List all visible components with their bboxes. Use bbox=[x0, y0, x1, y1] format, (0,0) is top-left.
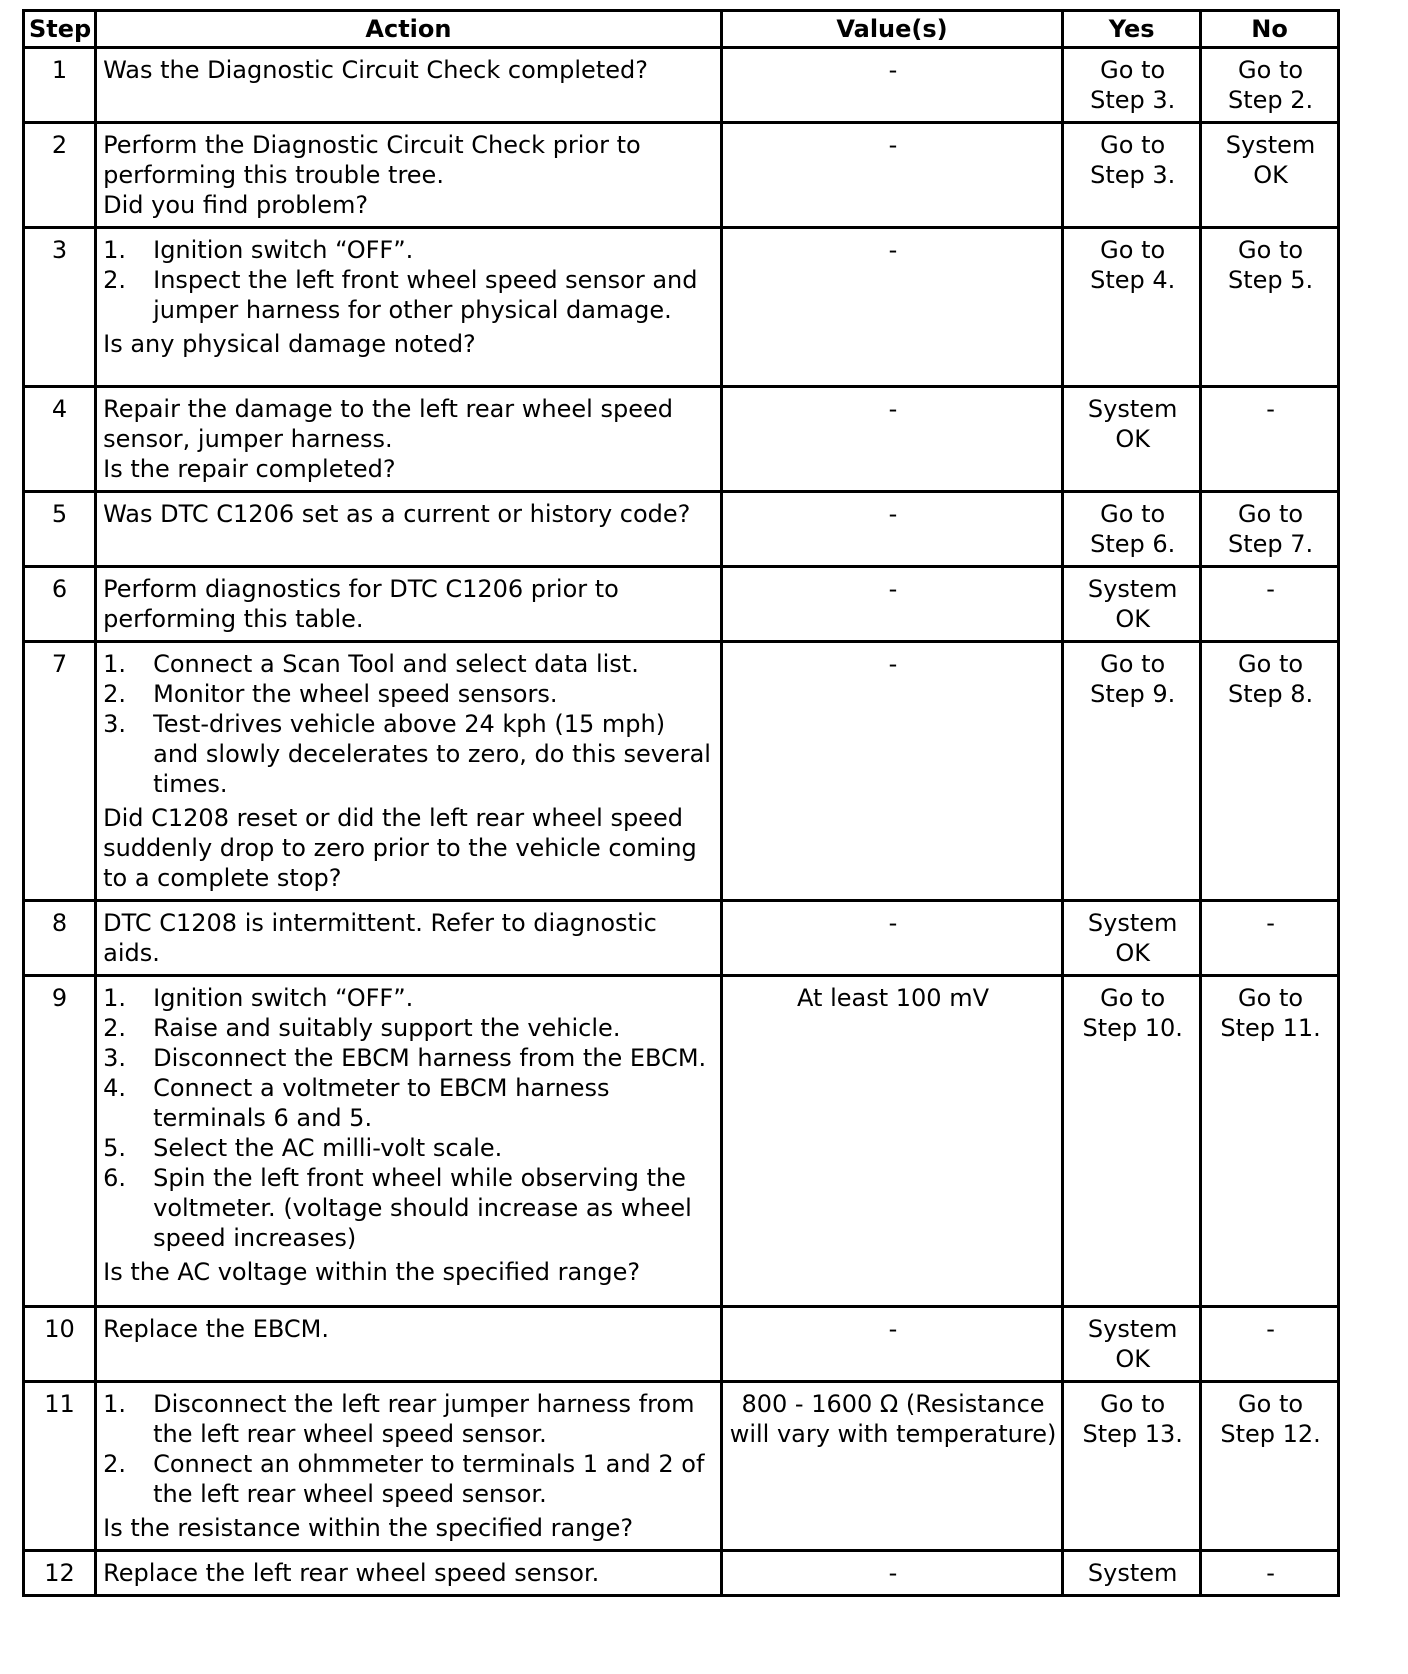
no-cell bbox=[1201, 48, 1339, 123]
no-cell-text: - bbox=[1266, 1315, 1275, 1343]
action-step-text: Ignition switch “OFF”. bbox=[153, 984, 414, 1012]
action-step-number: 1. bbox=[103, 650, 127, 678]
action-cell bbox=[96, 901, 722, 976]
action-step-item bbox=[103, 235, 716, 265]
action-cell bbox=[96, 387, 722, 492]
no-cell-text: - bbox=[1266, 395, 1275, 423]
yes-cell bbox=[1063, 642, 1201, 901]
action-steps-list bbox=[103, 1389, 716, 1509]
table-row bbox=[24, 567, 1339, 642]
table-row bbox=[24, 1307, 1339, 1382]
yes-cell-text: Go to Step 3. bbox=[1090, 56, 1176, 114]
yes-cell-text: System OK bbox=[1087, 909, 1178, 967]
action-step-text: Ignition switch “OFF”. bbox=[153, 236, 414, 264]
action-step-text: Test-drives vehicle above 24 kph (15 mph) and slowly decelerates to zero, do this several times. bbox=[153, 710, 711, 798]
table-row bbox=[24, 642, 1339, 901]
action-cell bbox=[96, 1307, 722, 1382]
action-step-text: Disconnect the EBCM harness from the EBCM. bbox=[153, 1044, 707, 1072]
yes-cell-text: System bbox=[1087, 1559, 1178, 1587]
action-question: Is the AC voltage within the specified range? bbox=[103, 1258, 641, 1286]
action-step-number: 2. bbox=[103, 680, 127, 708]
action-step-text: Connect an ohmmeter to terminals 1 and 2 of the left rear wheel speed sensor. bbox=[153, 1450, 705, 1508]
action-step-item bbox=[103, 649, 716, 679]
action-cell bbox=[96, 1551, 722, 1596]
yes-cell bbox=[1063, 228, 1201, 387]
action-steps-list bbox=[103, 235, 716, 325]
value-cell bbox=[721, 901, 1062, 976]
action-step-text: Spin the left front wheel while observing the voltmeter. (voltage should increase as wheel speed increases) bbox=[153, 1164, 692, 1252]
action-step-item bbox=[103, 983, 716, 1013]
action-text: Was the Diagnostic Circuit Check completed? bbox=[103, 56, 648, 84]
no-cell-text: - bbox=[1266, 1559, 1275, 1587]
action-step-number: 1. bbox=[103, 236, 127, 264]
step-number: 9 bbox=[24, 976, 96, 1307]
action-cell bbox=[96, 492, 722, 567]
no-cell-text: Go to Step 12. bbox=[1220, 1390, 1321, 1448]
yes-cell-text: Go to Step 13. bbox=[1082, 1390, 1183, 1448]
step-number: 3 bbox=[24, 228, 96, 387]
action-steps-list bbox=[103, 649, 716, 799]
action-steps-list bbox=[103, 983, 716, 1253]
action-cell bbox=[96, 642, 722, 901]
step-number: 11 bbox=[24, 1382, 96, 1551]
action-step-number: 2. bbox=[103, 266, 127, 294]
action-question: Is the resistance within the specified range? bbox=[103, 1514, 634, 1542]
yes-cell bbox=[1063, 1307, 1201, 1382]
no-cell-text: System OK bbox=[1225, 131, 1316, 189]
action-text: Perform diagnostics for DTC C1206 prior to performing this table. bbox=[103, 575, 619, 633]
value-cell-text: At least 100 mV bbox=[797, 984, 989, 1012]
action-step-item bbox=[103, 1449, 716, 1509]
action-cell bbox=[96, 123, 722, 228]
header-yes: Yes bbox=[1063, 11, 1201, 48]
action-step-text: Connect a Scan Tool and select data list. bbox=[153, 650, 639, 678]
action-step-item bbox=[103, 1133, 716, 1163]
action-step-number: 4. bbox=[103, 1074, 127, 1102]
table-row bbox=[24, 48, 1339, 123]
header-action: Action bbox=[96, 11, 722, 48]
action-cell bbox=[96, 48, 722, 123]
no-cell bbox=[1201, 387, 1339, 492]
table-row bbox=[24, 901, 1339, 976]
table-row bbox=[24, 1551, 1339, 1596]
action-step-text: Raise and suitably support the vehicle. bbox=[153, 1014, 621, 1042]
table-row bbox=[24, 1382, 1339, 1551]
step-number: 2 bbox=[24, 123, 96, 228]
no-cell bbox=[1201, 567, 1339, 642]
yes-cell-text: Go to Step 6. bbox=[1090, 500, 1176, 558]
action-text: Did you find problem? bbox=[103, 191, 369, 219]
no-cell-text: Go to Step 11. bbox=[1220, 984, 1321, 1042]
step-number: 8 bbox=[24, 901, 96, 976]
action-step-text: Monitor the wheel speed sensors. bbox=[153, 680, 558, 708]
no-cell bbox=[1201, 642, 1339, 901]
header-step: Step bbox=[24, 11, 96, 48]
action-step-text: Inspect the left front wheel speed sensor and jumper harness for other physical damage. bbox=[153, 266, 698, 324]
no-cell-text: Go to Step 7. bbox=[1227, 500, 1314, 558]
yes-cell bbox=[1063, 48, 1201, 123]
yes-cell-text: System OK bbox=[1087, 1315, 1178, 1373]
action-cell bbox=[96, 567, 722, 642]
yes-cell-text: Go to Step 3. bbox=[1090, 131, 1176, 189]
no-cell-text: Go to Step 8. bbox=[1227, 650, 1314, 708]
step-number: 6 bbox=[24, 567, 96, 642]
action-text: Replace the left rear wheel speed sensor. bbox=[103, 1559, 600, 1587]
yes-cell bbox=[1063, 567, 1201, 642]
action-step-item bbox=[103, 1073, 716, 1133]
action-step-text: Connect a voltmeter to EBCM harness terminals 6 and 5. bbox=[153, 1074, 610, 1132]
no-cell bbox=[1201, 901, 1339, 976]
yes-cell bbox=[1063, 387, 1201, 492]
yes-cell-text: Go to Step 10. bbox=[1082, 984, 1183, 1042]
diagnostic-table bbox=[22, 9, 1340, 1597]
action-step-number: 1. bbox=[103, 1390, 127, 1418]
no-cell-text: - bbox=[1266, 575, 1275, 603]
yes-cell bbox=[1063, 976, 1201, 1307]
yes-cell bbox=[1063, 1551, 1201, 1596]
value-cell bbox=[721, 1551, 1062, 1596]
value-cell bbox=[721, 567, 1062, 642]
table-row bbox=[24, 123, 1339, 228]
action-text: Is the repair completed? bbox=[103, 455, 396, 483]
table-row bbox=[24, 492, 1339, 567]
action-step-item bbox=[103, 265, 716, 325]
action-cell bbox=[96, 228, 722, 387]
no-cell-text: Go to Step 2. bbox=[1227, 56, 1314, 114]
action-cell bbox=[96, 1382, 722, 1551]
table-row bbox=[24, 976, 1339, 1307]
no-cell bbox=[1201, 228, 1339, 387]
action-text: Was DTC C1206 set as a current or history code? bbox=[103, 500, 691, 528]
action-text: Repair the damage to the left rear wheel speed sensor, jumper harness. bbox=[103, 395, 673, 453]
table-body bbox=[24, 48, 1339, 1596]
value-cell-text: 800 - 1600 Ω (Resistance will vary with temperature) bbox=[729, 1390, 1057, 1448]
step-number: 5 bbox=[24, 492, 96, 567]
value-cell bbox=[721, 1382, 1062, 1551]
no-cell bbox=[1201, 123, 1339, 228]
action-step-item bbox=[103, 709, 716, 799]
yes-cell-text: Go to Step 9. bbox=[1090, 650, 1176, 708]
header-no: No bbox=[1201, 11, 1339, 48]
value-cell bbox=[721, 642, 1062, 901]
action-text: Replace the EBCM. bbox=[103, 1315, 329, 1343]
action-step-item bbox=[103, 1043, 716, 1073]
value-cell-text: - bbox=[888, 395, 898, 423]
action-step-text: Disconnect the left rear jumper harness from the left rear wheel speed sensor. bbox=[153, 1390, 695, 1448]
action-step-text: Select the AC milli-volt scale. bbox=[153, 1134, 503, 1162]
action-step-number: 3. bbox=[103, 710, 127, 738]
value-cell bbox=[721, 976, 1062, 1307]
action-cell bbox=[96, 976, 722, 1307]
value-cell-text: - bbox=[888, 575, 898, 603]
no-cell bbox=[1201, 1382, 1339, 1551]
action-text: Perform the Diagnostic Circuit Check prior to performing this trouble tree. bbox=[103, 131, 641, 189]
value-cell-text: - bbox=[888, 131, 898, 159]
step-number: 7 bbox=[24, 642, 96, 901]
action-step-number: 2. bbox=[103, 1014, 127, 1042]
yes-cell bbox=[1063, 492, 1201, 567]
action-step-number: 3. bbox=[103, 1044, 127, 1072]
header-row bbox=[24, 11, 1339, 48]
value-cell-text: - bbox=[888, 56, 898, 84]
action-question: Did C1208 reset or did the left rear wheel speed suddenly drop to zero prior to the vehicle coming to a complete stop? bbox=[103, 804, 697, 892]
value-cell bbox=[721, 387, 1062, 492]
value-cell-text: - bbox=[888, 650, 898, 678]
header-values: Value(s) bbox=[721, 11, 1062, 48]
table-row bbox=[24, 387, 1339, 492]
action-step-item bbox=[103, 1013, 716, 1043]
yes-cell-text: Go to Step 4. bbox=[1090, 236, 1176, 294]
yes-cell bbox=[1063, 123, 1201, 228]
yes-cell bbox=[1063, 1382, 1201, 1551]
no-cell-text: - bbox=[1266, 909, 1275, 937]
yes-cell-text: System OK bbox=[1087, 575, 1178, 633]
step-number: 4 bbox=[24, 387, 96, 492]
value-cell-text: - bbox=[888, 1559, 898, 1587]
value-cell bbox=[721, 48, 1062, 123]
value-cell bbox=[721, 228, 1062, 387]
table-row bbox=[24, 228, 1339, 387]
no-cell bbox=[1201, 1307, 1339, 1382]
step-number: 12 bbox=[24, 1551, 96, 1596]
action-step-number: 2. bbox=[103, 1450, 127, 1478]
no-cell bbox=[1201, 1551, 1339, 1596]
no-cell bbox=[1201, 976, 1339, 1307]
action-step-item bbox=[103, 679, 716, 709]
yes-cell-text: System OK bbox=[1087, 395, 1178, 453]
step-number: 1 bbox=[24, 48, 96, 123]
action-step-item bbox=[103, 1163, 716, 1253]
value-cell-text: - bbox=[888, 1315, 898, 1343]
action-step-number: 1. bbox=[103, 984, 127, 1012]
step-number: 10 bbox=[24, 1307, 96, 1382]
yes-cell bbox=[1063, 901, 1201, 976]
value-cell-text: - bbox=[888, 236, 898, 264]
value-cell bbox=[721, 123, 1062, 228]
action-step-number: 6. bbox=[103, 1164, 127, 1192]
action-text: DTC C1208 is intermittent. Refer to diagnostic aids. bbox=[103, 909, 657, 967]
no-cell-text: Go to Step 5. bbox=[1227, 236, 1314, 294]
action-step-number: 5. bbox=[103, 1134, 127, 1162]
no-cell bbox=[1201, 492, 1339, 567]
value-cell-text: - bbox=[888, 909, 898, 937]
value-cell bbox=[721, 1307, 1062, 1382]
value-cell bbox=[721, 492, 1062, 567]
value-cell-text: - bbox=[888, 500, 898, 528]
action-step-item bbox=[103, 1389, 716, 1449]
action-question: Is any physical damage noted? bbox=[103, 330, 476, 358]
